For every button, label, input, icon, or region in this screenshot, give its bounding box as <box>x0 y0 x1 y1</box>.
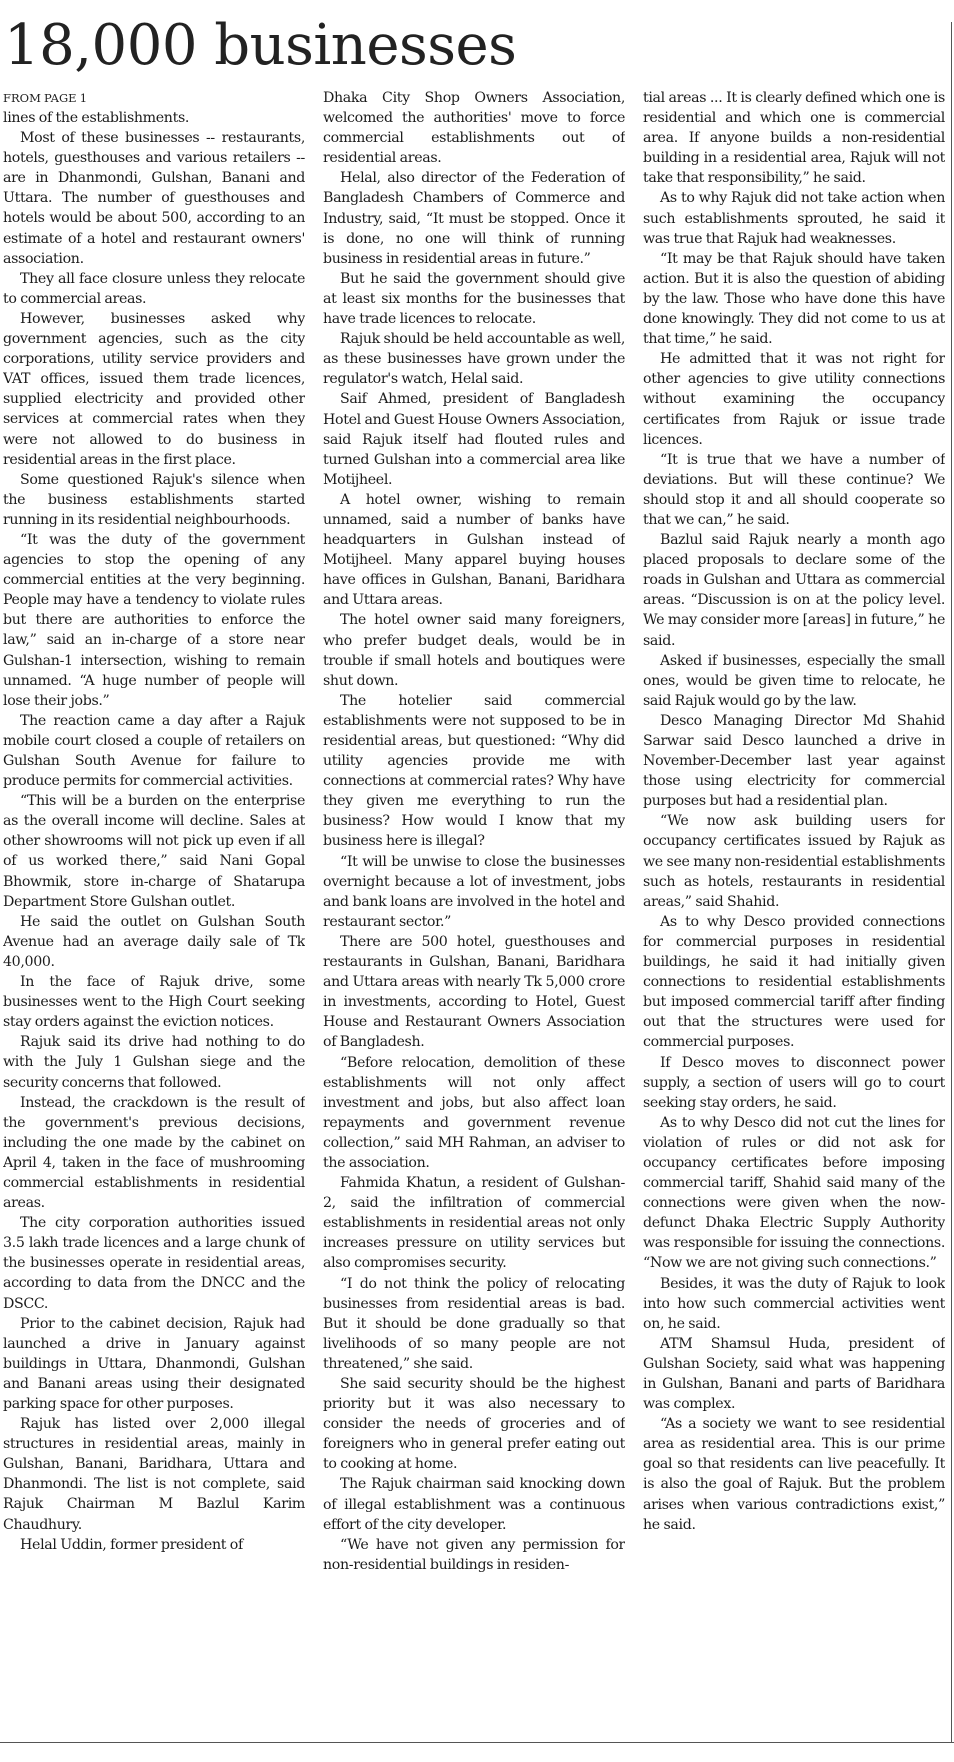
paragraph: “As a society we want to see residential area as residential area. This is our prime goal so that residents can live peacefully. It is also the goal of Rajuk. But the problem arises when various contradictions exist,” he said. <box>643 1416 945 1533</box>
paragraph: There are 500 hotel, guesthouses and restaurants in Gulshan, Banani, Baridhara and Uttara areas with nearly Tk 5,000 crore in investments, according to Hotel, Guest House and Restaurant Owners Association of Bangladesh. <box>323 933 625 1051</box>
paragraph: The reaction came a day after a Rajuk mobile court closed a couple of retailers on Gulshan South Avenue for failure to produce permits for commercial activities. <box>3 712 305 790</box>
paragraph: In the face of Rajuk drive, some businesses went to the High Court seeking stay orders against the eviction notices. <box>3 974 305 1031</box>
paragraph: “This will be a burden on the enterprise as the overall income will decline. Sales at other showrooms will not pick up even if all of us worked there,” said Nani Gopal Bhowmik, store in-charge of Shatarupa Department Store Gulshan outlet. <box>3 793 305 910</box>
paragraph: Fahmida Khatun, a resident of Gulshan- 2, said the infiltration of commercial establishments in residential areas not only increases pressure on utility services but also compromises security. <box>323 1175 625 1272</box>
article-column-1 <box>3 88 305 1738</box>
paragraph: Desco Managing Director Md Shahid Sarwar said Desco launched a drive in November-December last year against those using electricity for commercial purposes but had a residential plan. <box>643 712 945 810</box>
paragraph: She said security should be the highest priority but it was also necessary to consider the needs of groceries and of foreigners who in general prefer eating out to cooking at home. <box>323 1376 625 1473</box>
paragraph: “We have not given any permission for non-residential buildings in residen- <box>323 1536 625 1573</box>
paragraph: Rajuk has listed over 2,000 illegal structures in residential areas, mainly in Gulshan, Banani, Baridhara, Uttara and Dhanmondi. The list is not complete, said Rajuk Chairman M Bazlul Karim Chaudhury. <box>3 1416 305 1533</box>
paragraph: lines of the establishments. <box>3 110 190 126</box>
headline: 18,000 businesses <box>4 13 517 78</box>
paragraph: As to why Desco provided connections for commercial purposes in residential buildings, he said it had initially given connections to residential establishments but imposed commercial tariff after finding out that the structures were used for commercial purposes. <box>643 913 945 1051</box>
paragraph: Rajuk should be held accountable as well, as these businesses have grown under the regulator's watch, Helal said. <box>323 331 625 388</box>
paragraph: “Before relocation, demolition of these establishments will not only affect investment and jobs, but also affect loan repayments and government revenue collection,” said MH Rahman, an adviser to the association. <box>323 1054 625 1171</box>
article-column-2 <box>323 88 625 1738</box>
paragraph: “I do not think the policy of relocating businesses from residential areas is bad. But it should be done gradually so that livelihoods of so many people are not threatened,” she said. <box>323 1275 625 1372</box>
paragraph: The hotel owner said many foreigners, who prefer budget deals, would be in trouble if small hotels and boutiques were shut down. <box>323 612 625 689</box>
paragraph: However, businesses asked why government agencies, such as the city corporations, utility service providers and VAT offices, issued them trade licences, supplied electricity and provided other services at commercial rates when they were not allowed to do business in residential areas in the first place. <box>3 310 305 468</box>
paragraph: Rajuk said its drive had nothing to do with the July 1 Gulshan siege and the security concerns that followed. <box>3 1034 305 1091</box>
paragraph: Asked if businesses, especially the small ones, would be given time to relocate, he said Rajuk would go by the law. <box>643 652 945 709</box>
paragraph: But he said the government should give at least six months for the businesses that have trade licences to relocate. <box>323 270 625 328</box>
bottom-rule <box>0 1742 954 1743</box>
column-rule <box>951 22 952 1742</box>
paragraph: “It was the duty of the government agencies to stop the opening of any commercial entities at the very beginning. People may have a tendency to violate rules but there are authorities to enforce the law,” said an in-charge of a store near Gulshan-1 intersection, wishing to remain unnamed. “A huge number of people will lose their jobs.” <box>3 531 305 709</box>
paragraph: “It will be unwise to close the businesses overnight because a lot of investment, jobs and bank loans are involved in the hotel and restaurant sector.” <box>323 853 625 930</box>
continuation-kicker: FROM PAGE 1 <box>3 91 88 105</box>
paragraph: As to why Rajuk did not take action when such establishments sprouted, he said it was true that Rajuk had weaknesses. <box>643 190 945 247</box>
paragraph: Prior to the cabinet decision, Rajuk had launched a drive in January against buildings in Uttara, Dhanmondi, Gulshan and Banani areas using their designated parking space for other purposes. <box>3 1315 305 1412</box>
paragraph: “It is true that we have a number of deviations. But will these continue? We should stop it and all should cooperate so that we can,” he said. <box>643 451 945 528</box>
article-column-3 <box>643 88 945 1738</box>
paragraph: Most of these businesses -- restaurants, hotels, guesthouses and various retailers -- are in Dhanmondi, Gulshan, Banani and Uttara. The number of guesthouses and hotels would be about 500, according to an estimate of a hotel and restaurant owners' association. <box>3 130 305 267</box>
paragraph: Besides, it was the duty of Rajuk to look into how such commercial activities went on, he said. <box>643 1275 945 1332</box>
paragraph: He said the outlet on Gulshan South Avenue had an average daily sale of Tk 40,000. <box>3 913 305 970</box>
paragraph: Helal, also director of the Federation of Bangladesh Chambers of Commerce and Industry, said, “It must be stopped. Once it is done, no one will think of running business in residential areas in future.” <box>323 170 625 267</box>
paragraph: ATM Shamsul Huda, president of Gulshan Society, said what was happening in Gulshan, Banani and parts of Baridhara was complex. <box>643 1335 945 1413</box>
paragraph: Dhaka City Shop Owners Association, welcomed the authorities' move to force commercial establishments out of residential areas. <box>323 90 625 167</box>
paragraph: Some questioned Rajuk's silence when the business establishments started running in its residential neighbourhoods. <box>3 471 305 528</box>
paragraph: The Rajuk chairman said knocking down of illegal establishment was a continuous effort of the city developer. <box>323 1476 625 1533</box>
paragraph: As to why Desco did not cut the lines for violation of rules or did not ask for occupancy certificates before imposing commercial tariff, Shahid said many of the connections were given when the now-defunct Dhaka Electric Supply Authority was responsible for issuing the connections. “Now we are not giving such connections.” <box>643 1114 945 1272</box>
paragraph: “It may be that Rajuk should have taken action. But it is also the question of abiding by the law. Those who have done this have done knowingly. They did not come to us at that time,” he said. <box>643 250 945 348</box>
paragraph: The hotelier said commercial establishments were not supposed to be in residential areas, but questioned: “Why did utility agencies provide me with connections at commercial rates? Why have they given me everything to run the business? How would I know that my business here is illegal? <box>323 692 625 850</box>
paragraph: Bazlul said Rajuk nearly a month ago placed proposals to declare some of the roads in Gulshan and Uttara as commercial areas. “Discussion is on at the policy level. We may consider more [areas] in future,” he said. <box>643 532 945 649</box>
paragraph: Instead, the crackdown is the result of the government's previous decisions, including the one made by the cabinet on April 4, taken in the face of mushrooming commercial establishments in residential areas. <box>3 1094 305 1212</box>
paragraph: The city corporation authorities issued 3.5 lakh trade licences and a large chunk of the businesses operate in residential areas, according to data from the DNCC and the DSCC. <box>3 1215 305 1312</box>
paragraph: Helal Uddin, former president of <box>20 1536 243 1553</box>
paragraph: A hotel owner, wishing to remain unnamed, said a number of banks have headquarters in Gulshan instead of Motijheel. Many apparel buying houses have offices in Gulshan, Banani, Baridhara and Uttara areas. <box>323 491 625 609</box>
paragraph: Saif Ahmed, president of Bangladesh Hotel and Guest House Owners Association, said Rajuk itself had flouted rules and turned Gulshan into a commercial area like Motijheel. <box>323 391 625 488</box>
paragraph: If Desco moves to disconnect power supply, a section of users will go to court seeking stay orders, he said. <box>643 1054 945 1111</box>
paragraph: “We now ask building users for occupancy certificates issued by Rajuk as we see many non-residential establishments such as hotels, restaurants in residential areas,” said Shahid. <box>643 813 945 910</box>
paragraph: He admitted that it was not right for other agencies to give utility connections without examining the occupancy certificates from Rajuk or issue trade licences. <box>643 351 945 448</box>
paragraph: tial areas ... It is clearly defined which one is residential and which one is commercial area. If anyone builds a non-residential building in a residential area, Rajuk will not take that responsibility,” he said. <box>643 90 945 187</box>
paragraph: They all face closure unless they relocate to commercial areas. <box>3 270 305 307</box>
